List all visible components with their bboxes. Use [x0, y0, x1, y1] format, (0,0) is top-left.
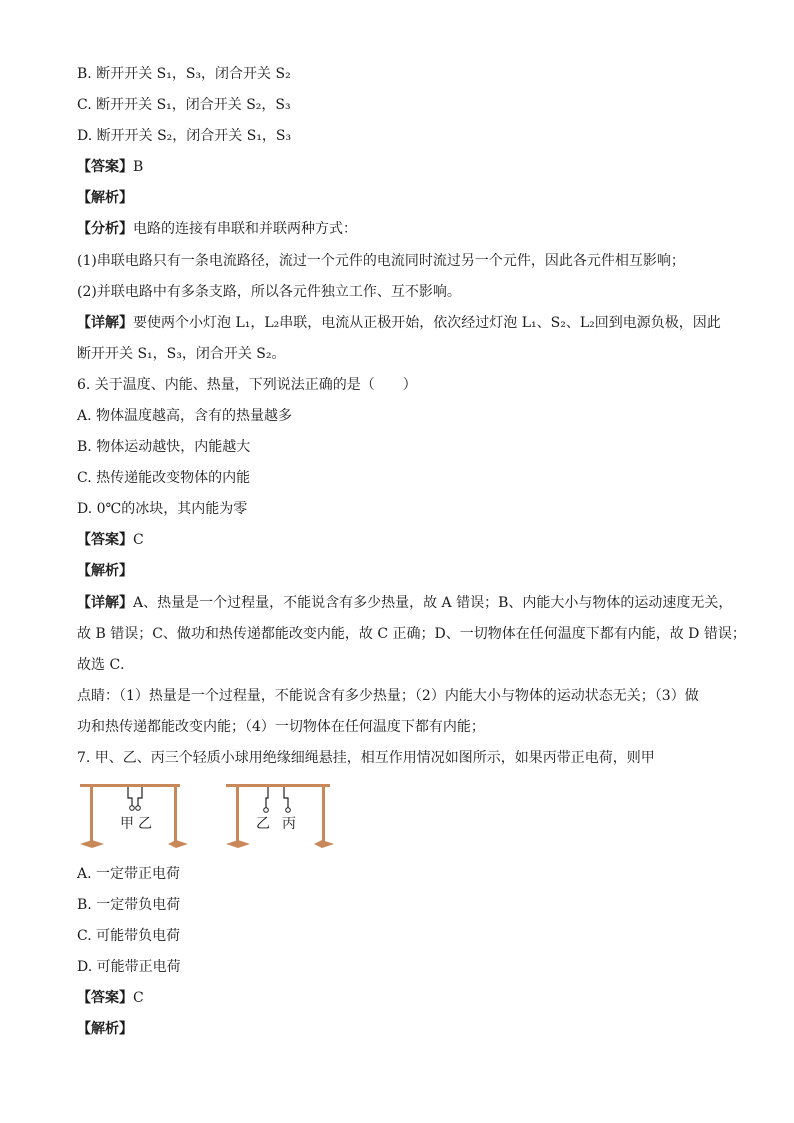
label-yi-left: 乙	[138, 816, 152, 832]
detail-q6	[77, 593, 737, 613]
analysis-intro-q5	[77, 219, 737, 239]
answer-value: B	[133, 159, 144, 175]
answer-tag: 【答案】	[77, 532, 133, 548]
left-stand	[80, 784, 188, 848]
question-7: 7. 甲、乙、丙三个轻质小球用绝缘细绳悬挂，相互作用情况如图所示，如果丙带正电荷，则甲	[77, 750, 655, 766]
detail-q6-cont: 故 B 错误；C、做功和热传递都能改变内能，故 C 正确；D、一切物体在任何温度下都有内能，故 D 错误；	[77, 626, 746, 642]
answer-tag: 【答案】	[77, 159, 133, 175]
analysis-subtag: 【分析】	[77, 221, 133, 237]
analysis-tag-q7: 【解析】	[77, 1021, 133, 1037]
detail-q5-cont: 断开开关 S₁，S₃，闭合开关 S₂。	[77, 346, 286, 362]
option-a-q6: A. 物体温度越高，含有的热量越多	[77, 408, 293, 424]
detail-q6-choice: 故选 C．	[77, 657, 135, 673]
option-b-q7: B. 一定带负电荷	[77, 897, 181, 913]
answer-tag: 【答案】	[77, 990, 133, 1006]
option-a-q7: A. 一定带正电荷	[77, 866, 181, 882]
option-b-q6: B. 物体运动越快，内能越大	[77, 439, 251, 455]
answer-value: C	[133, 990, 144, 1006]
detail-text: A、热量是一个过程量，不能说含有多少热量，故 A 错误；B、内能大小与物体的运动速度无关，	[133, 595, 733, 611]
question-6: 6. 关于温度、内能、热量，下列说法正确的是（ ）	[77, 377, 417, 393]
note-q6: 点睛：（1）热量是一个过程量，不能说含有多少热量；（2）内能大小与物体的运动状态无关；（3）做	[77, 688, 699, 704]
answer-q6	[77, 530, 737, 550]
note-q6-cont: 功和热传递都能改变内能；（4）一切物体在任何温度下都有内能；	[77, 719, 485, 735]
detail-q5	[77, 313, 737, 333]
detail-tag: 【详解】	[77, 315, 133, 331]
option-d-q6: D. 0℃的冰块，其内能为零	[77, 501, 248, 517]
charged-balls-figure	[76, 780, 336, 852]
analysis-text: 电路的连接有串联和并联两种方式：	[133, 221, 357, 237]
answer-q7	[77, 988, 737, 1008]
answer-value: C	[133, 532, 144, 548]
right-stand	[226, 784, 334, 848]
answer-q5	[77, 157, 737, 177]
option-c-q6: C. 热传递能改变物体的内能	[77, 470, 251, 486]
label-jia-left: 甲	[120, 816, 134, 832]
option-c-q7: C. 可能带负电荷	[77, 928, 181, 944]
label-bing-right: 丙	[282, 816, 296, 832]
option-c-q5: C. 断开开关 S₁，闭合开关 S₂，S₃	[77, 97, 291, 113]
option-d-q5: D. 断开开关 S₂，闭合开关 S₁，S₃	[77, 128, 292, 144]
detail-tag: 【详解】	[77, 595, 133, 611]
analysis-tag-q6: 【解析】	[77, 563, 133, 579]
option-d-q7: D. 可能带正电荷	[77, 959, 181, 975]
analysis-point-2: (2)并联电路中有多条支路，所以各元件独立工作、互不影响。	[77, 284, 461, 300]
analysis-tag-q5: 【解析】	[77, 190, 133, 206]
analysis-point-1: (1)串联电路只有一条电流路径，流过一个元件的电流同时流过另一个元件，因此各元件相互影响；	[77, 253, 685, 269]
detail-text: 要使两个小灯泡 L₁，L₂串联，电流从正极开始，依次经过灯泡 L₁、S₂、L₂回到电源负极，因此	[133, 315, 721, 331]
option-b-q5: B. 断开开关 S₁，S₃，闭合开关 S₂	[77, 66, 291, 82]
label-yi-right: 乙	[256, 816, 270, 832]
